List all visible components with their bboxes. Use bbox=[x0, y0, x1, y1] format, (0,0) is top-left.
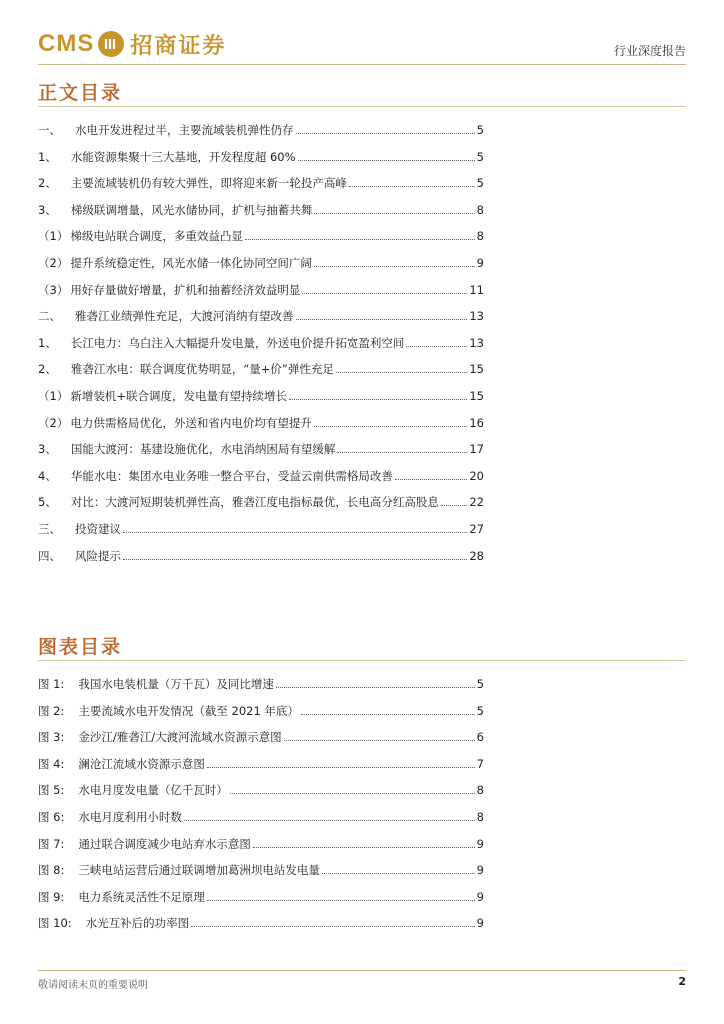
dot-leader bbox=[191, 925, 475, 927]
dot-leader bbox=[123, 531, 467, 533]
entry-number: 3、 bbox=[38, 442, 57, 457]
entry-number: 图 1: bbox=[38, 677, 65, 691]
dot-leader bbox=[230, 792, 475, 794]
dot-leader bbox=[207, 899, 475, 901]
entry-text: 主要流域装机仍有较大弹性，即将迎来新一轮投产高峰 bbox=[70, 176, 347, 191]
entry-number: 图 6: bbox=[38, 810, 65, 824]
dot-leader bbox=[289, 398, 467, 400]
entry-text: 华能水电：集团水电业务唯一整合平台，受益云南供需格局改善 bbox=[70, 468, 393, 483]
entry-page: 8 bbox=[476, 783, 484, 798]
entry-text: 水电月度利用小时数 bbox=[78, 810, 182, 824]
figure-entry[interactable] bbox=[38, 914, 484, 932]
contents-entry[interactable] bbox=[38, 414, 484, 432]
contents-entry[interactable] bbox=[38, 254, 484, 272]
entry-number: 5、 bbox=[38, 495, 57, 510]
figures-title: 图表目录 bbox=[38, 636, 123, 658]
entry-number: 2、 bbox=[38, 176, 57, 191]
entry-number: 三、 bbox=[38, 522, 61, 536]
entry-page: 9 bbox=[476, 836, 484, 851]
company-logo bbox=[38, 30, 226, 58]
entry-text: 电力系统灵活性不足原理 bbox=[78, 889, 205, 904]
contents-entry[interactable] bbox=[38, 467, 484, 485]
entry-page: 6 bbox=[476, 730, 484, 745]
entry-page: 13 bbox=[469, 309, 484, 324]
entry-number: 图 9: bbox=[38, 889, 65, 904]
footer-note: 敬请阅读末页的重要说明 bbox=[38, 980, 148, 991]
dot-leader bbox=[349, 185, 475, 187]
dot-leader bbox=[314, 265, 475, 267]
contents-entry[interactable] bbox=[38, 227, 484, 245]
entry-number: 四、 bbox=[38, 548, 61, 563]
dot-leader bbox=[322, 872, 475, 874]
dot-leader bbox=[302, 292, 467, 294]
entry-number: 图 5: bbox=[38, 783, 65, 798]
entry-text: 用好存量做好增量，扩机和抽蓄经济效益明显 bbox=[70, 282, 301, 297]
entry-text: 雅砻江业绩弹性充足，大渡河消纳有望改善 bbox=[75, 309, 294, 324]
dot-leader bbox=[296, 318, 468, 320]
entry-text: 水光互补后的功率图 bbox=[85, 916, 190, 931]
dot-leader bbox=[245, 238, 475, 240]
entry-text: 电力供需格局优化，外送和省内电价均有望提升 bbox=[70, 415, 312, 430]
entry-number: 图 8: bbox=[38, 863, 65, 878]
contents-entry[interactable] bbox=[38, 307, 484, 325]
entry-number: 一、 bbox=[38, 123, 61, 137]
entry-number: 2、 bbox=[38, 362, 57, 377]
contents-entry[interactable] bbox=[38, 121, 484, 139]
page-header bbox=[38, 24, 686, 68]
entry-text: 水电月度发电量（亿千瓦时） bbox=[78, 783, 228, 798]
entry-page: 15 bbox=[469, 389, 484, 403]
entry-text: 水能资源集聚十三大基地，开发程度超 60% bbox=[70, 149, 296, 164]
contents-entry[interactable] bbox=[38, 547, 484, 565]
contents-entry[interactable] bbox=[38, 493, 484, 511]
dot-leader bbox=[284, 739, 475, 741]
entry-number: 图 10: bbox=[38, 916, 72, 931]
entry-text: 提升系统稳定性，风光水储一体化协同空间广阔 bbox=[70, 256, 312, 270]
dot-leader bbox=[314, 425, 468, 427]
figure-entry[interactable] bbox=[38, 702, 484, 720]
entry-number: 3、 bbox=[38, 202, 57, 217]
entry-text: 水电开发进程过半，主要流域装机弹性仍存 bbox=[75, 123, 294, 137]
entry-page: 5 bbox=[476, 176, 484, 191]
entry-number: 图 3: bbox=[38, 730, 65, 745]
entry-page: 20 bbox=[469, 468, 484, 483]
dot-leader bbox=[336, 371, 467, 373]
entry-text: 长江电力：乌白注入大幅提升发电量，外送电价提升拓宽盈利空间 bbox=[70, 335, 405, 350]
contents-entry[interactable] bbox=[38, 387, 484, 405]
entry-page: 27 bbox=[469, 522, 484, 536]
logo-chinese: 招商证券 bbox=[130, 33, 227, 59]
footer-divider bbox=[38, 970, 686, 971]
entry-page: 5 bbox=[476, 677, 484, 691]
entry-text: 梯级联调增量，风光水储协同，扩机与抽蓄共舞 bbox=[70, 202, 313, 217]
contents-entry[interactable] bbox=[38, 334, 484, 352]
entry-page: 7 bbox=[476, 756, 484, 771]
entry-page: 9 bbox=[476, 889, 484, 904]
entry-number: （1） bbox=[38, 389, 69, 403]
contents-entry[interactable] bbox=[38, 201, 484, 219]
figure-entry[interactable] bbox=[38, 835, 484, 853]
entry-text: 对比：大渡河短期装机弹性高，雅砻江度电指标最优，长电高分红高股息 bbox=[70, 495, 439, 510]
entry-page: 11 bbox=[469, 282, 484, 297]
entry-number: 1、 bbox=[38, 335, 57, 350]
contents-entry[interactable] bbox=[38, 520, 484, 538]
figure-entry[interactable] bbox=[38, 675, 484, 693]
contents-entry[interactable] bbox=[38, 440, 484, 458]
dot-leader bbox=[301, 713, 475, 715]
entry-page: 8 bbox=[476, 810, 484, 824]
contents-entry[interactable] bbox=[38, 174, 484, 192]
contents-divider bbox=[38, 106, 686, 107]
entry-page: 15 bbox=[469, 362, 484, 377]
entry-page: 16 bbox=[469, 415, 484, 430]
dot-leader bbox=[395, 478, 468, 480]
entry-text: 通过联合调度减少电站弃水示意图 bbox=[78, 836, 251, 851]
entry-page: 13 bbox=[469, 335, 484, 350]
entry-page: 8 bbox=[476, 229, 484, 244]
dot-leader bbox=[441, 504, 468, 506]
logo-latin: CMS bbox=[38, 30, 95, 57]
figure-entry[interactable] bbox=[38, 808, 484, 826]
dot-leader bbox=[406, 345, 467, 347]
page-number: 2 bbox=[678, 975, 686, 988]
entry-number: （1） bbox=[38, 229, 69, 244]
entry-text: 风险提示 bbox=[75, 548, 121, 563]
logo-emblem-icon bbox=[98, 31, 124, 57]
entry-number: （2） bbox=[38, 256, 69, 270]
figure-entry[interactable] bbox=[38, 755, 484, 773]
contents-entry[interactable] bbox=[38, 360, 484, 378]
entry-page: 5 bbox=[476, 703, 484, 718]
entry-text: 主要流域水电开发情况（截至 2021 年底） bbox=[78, 703, 299, 718]
dot-leader bbox=[296, 132, 475, 134]
entry-number: 4、 bbox=[38, 468, 57, 483]
dot-leader bbox=[276, 686, 475, 688]
entry-page: 9 bbox=[476, 863, 484, 878]
dot-leader bbox=[123, 558, 467, 560]
entry-number: 图 2: bbox=[38, 703, 65, 718]
entry-number: （3） bbox=[38, 282, 69, 297]
report-type: 行业深度报告 bbox=[613, 44, 686, 58]
figure-entry[interactable] bbox=[38, 888, 484, 906]
entry-text: 新增装机+联合调度，发电量有望持续增长 bbox=[70, 389, 287, 403]
figure-entry[interactable] bbox=[38, 728, 484, 746]
dot-leader bbox=[207, 766, 475, 768]
figure-entry[interactable] bbox=[38, 781, 484, 799]
entry-number: 1、 bbox=[38, 149, 57, 164]
entry-page: 8 bbox=[476, 202, 484, 217]
entry-text: 投资建议 bbox=[75, 522, 121, 536]
figures-divider bbox=[38, 660, 686, 661]
entry-page: 17 bbox=[469, 442, 484, 457]
entry-text: 梯级电站联合调度，多重效益凸显 bbox=[70, 229, 243, 244]
entry-text: 我国水电装机量（万千瓦）及同比增速 bbox=[78, 677, 274, 691]
figure-entry[interactable] bbox=[38, 861, 484, 879]
dot-leader bbox=[184, 819, 475, 821]
entry-number: 图 4: bbox=[38, 756, 65, 771]
entry-number: 二、 bbox=[38, 309, 61, 324]
entry-page: 28 bbox=[469, 548, 484, 563]
dot-leader bbox=[314, 212, 474, 214]
contents-entry[interactable] bbox=[38, 281, 484, 299]
dot-leader bbox=[253, 846, 475, 848]
entry-text: 雅砻江水电：联合调度优势明显，“量+价”弹性充足 bbox=[70, 362, 334, 377]
dot-leader bbox=[337, 451, 467, 453]
header-divider bbox=[38, 64, 686, 65]
entry-page: 9 bbox=[476, 916, 484, 931]
entry-page: 22 bbox=[469, 495, 484, 510]
entry-number: （2） bbox=[38, 415, 69, 430]
entry-page: 9 bbox=[476, 256, 484, 270]
dot-leader bbox=[298, 159, 475, 161]
entry-number: 图 7: bbox=[38, 836, 65, 851]
entry-text: 国能大渡河：基建设施优化，水电消纳困局有望缓解 bbox=[70, 442, 336, 457]
contents-title: 正文目录 bbox=[38, 82, 123, 104]
contents-entry[interactable] bbox=[38, 148, 484, 166]
entry-text: 澜沧江流域水资源示意图 bbox=[78, 756, 205, 771]
entry-text: 金沙江/雅砻江/大渡河流域水资源示意图 bbox=[78, 730, 282, 745]
entry-page: 5 bbox=[476, 123, 484, 137]
entry-text: 三峡电站运营后通过联调增加葛洲坝电站发电量 bbox=[78, 863, 320, 878]
entry-page: 5 bbox=[476, 149, 484, 164]
